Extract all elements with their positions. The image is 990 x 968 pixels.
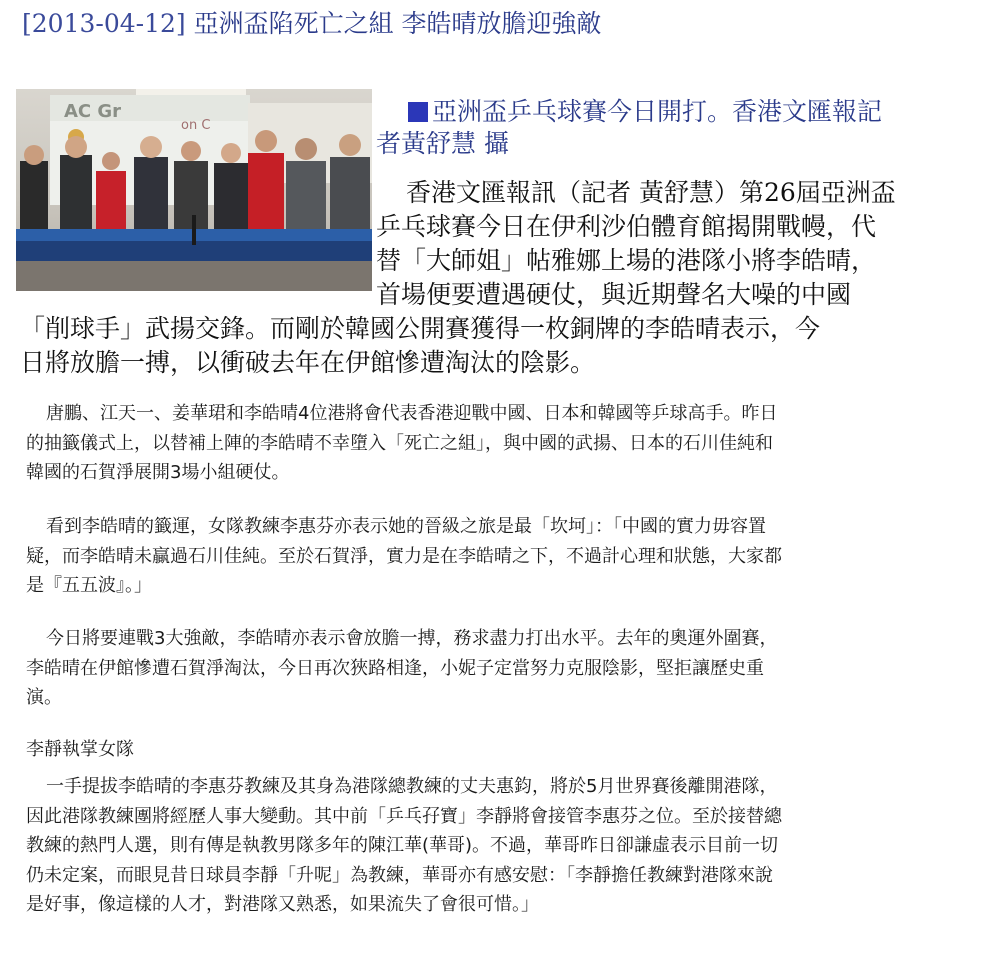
body-line: 是好事，像這樣的人才，對港隊又熟悉，如果流失了會很可惜。」 <box>26 894 539 915</box>
headline <box>22 4 602 40</box>
paragraph-3 <box>26 624 971 713</box>
caption-line-2: 者黃舒慧 攝 <box>376 129 509 158</box>
caption-line-1: 亞洲盃乒乓球賽今日開打。香港文匯報記 <box>432 97 883 126</box>
body-line: 教練的熱門人選，則有傳是執教男隊多年的陳江華(華哥)。不過，華哥昨日卻謙虛表示目前一切 <box>26 835 779 856</box>
body-line: 一手提拔李皓晴的李惠芬教練及其身為港隊總教練的丈夫惠鈞，將於5月世界賽後離開港隊， <box>46 776 778 797</box>
square-bullet-icon <box>408 102 428 122</box>
body-line: 演。 <box>26 687 62 708</box>
body-line: 仍未定案，而眼見昔日球員李靜「升呢」為教練，華哥亦有感安慰：「李靜擔任教練對港隊來說 <box>26 864 773 886</box>
banner-text-2: on C <box>181 118 211 133</box>
lead-line: 香港文匯報訊（記者 黃舒慧）第26屆亞洲盃 <box>406 178 896 207</box>
body-line: 今日將要連戰3大強敵，李皓晴亦表示會放膽一搏，務求盡力打出水平。去年的奧運外圍賽， <box>46 628 778 649</box>
body-line: 的抽籤儀式上，以替補上陣的李皓晴不幸墮入「死亡之組」，與中國的武揚、日本的石川佳純和 <box>26 432 773 454</box>
lead-line: 日將放膽一搏，以衝破去年在伊館慘遭淘汰的陰影。 <box>20 348 596 377</box>
body-line: 因此港隊教練團將經歷人事大變動。其中前「乒乓孖寶」李靜將會接管李惠芬之位。至於接替總 <box>26 805 782 827</box>
lead-paragraph <box>20 176 965 380</box>
lead-line: 乒乓球賽今日在伊利沙伯體育館揭開戰幔，代 <box>376 212 877 241</box>
banner-text: AC Gr <box>64 101 122 122</box>
body-line: 疑，而李皓晴未贏過石川佳純。至於石賀淨，實力是在李皓晴之下，不過計心理和狀態，大家都 <box>26 545 782 567</box>
body-line: 李皓晴在伊館慘遭石賀淨淘汰，今日再次狹路相逢，小妮子定當努力克服陰影，堅拒讓歷史重 <box>26 657 764 679</box>
photo-caption <box>376 96 966 160</box>
paragraph-1 <box>26 399 971 488</box>
body-line: 看到李皓晴的籤運，女隊教練李惠芬亦表示她的晉級之旅是最「坎坷」：「中國的實力毋容置 <box>46 516 766 537</box>
body-line: 韓國的石賀淨展開3場小組硬仗。 <box>26 462 290 483</box>
headline-date: [2013-04-12] <box>22 9 186 38</box>
paragraph-2 <box>26 512 971 601</box>
headline-title: 亞洲盃陷死亡之組 李皓晴放膽迎強敵 <box>193 9 602 38</box>
subheading: 李靜執掌女隊 <box>26 739 134 760</box>
body-line: 是『五五波』。」 <box>26 575 152 596</box>
body-line: 唐鵬、江天一、姜華珺和李皓晴4位港將會代表香港迎戰中國、日本和韓國等乒球高手。昨日 <box>46 403 778 424</box>
lead-line: 「削球手」武揚交鋒。而剛於韓國公開賽獲得一枚銅牌的李皓晴表示，今 <box>20 314 821 343</box>
paragraph-4 <box>26 772 971 920</box>
lead-line: 替「大師姐」帖雅娜上場的港隊小將李皓晴， <box>376 246 877 275</box>
lead-line: 首場便要遭遇硬仗，與近期聲名大噪的中國 <box>376 280 852 309</box>
